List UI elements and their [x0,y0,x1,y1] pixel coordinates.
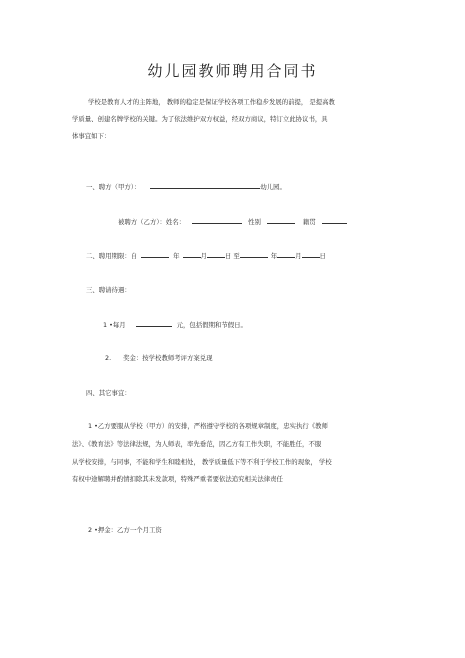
term-end-day-blank [302,251,320,258]
other-heading: 四、其它事宜： [86,389,131,397]
term-start-day-blank [207,251,225,258]
monthly-pay-blank [136,320,172,327]
pay-item-1 [103,320,247,329]
party-a-label: 一、聘方（甲方）： [86,183,141,191]
term-month-2: 月 [295,252,302,260]
other-2: 2 •押金：乙方一个月工资 [88,526,162,534]
party-a-suffix: 幼儿园。 [260,183,286,191]
party-a-blank [150,182,260,189]
party-b-line [118,217,347,226]
other-1-line-1: 1 •乙方要服从学校（甲方）的安排，严格遵守学校的各项规章制度，忠实执行《教师 [88,422,328,430]
intro-line-3: 体事宜如下： [72,132,111,140]
term-day-1: 日 至 [224,252,240,260]
party-a-line [86,182,286,191]
pay-item-1-suffix: 元，包括假期和节假日。 [176,321,247,329]
term-end-year-blank [240,251,268,258]
other-1-line-2: 法》、《教育法》等法律法规，为人师表，率先垂范，因乙方有工作失职，不能胜任，不服 [72,440,322,448]
intro-line-1: 学校是教育人才的主阵地， 教师的稳定是保证学校各项工作稳步发展的前提， 是提高教 [88,98,335,106]
other-1-line-4: 有权中途解聘并酌情扣除其未发款项，特殊严重者要依法追究相关法律责任 [72,475,283,483]
party-b-origin-blank [322,217,347,224]
party-b-gender-label: 性别 [248,218,261,226]
intro-line-2: 学质量、创建名牌学校的关键。为了依法维护双方权益，经双方商议，特订立此协议书，具 [72,115,328,123]
pay-heading: 三、聘请待遇： [86,286,131,294]
term-line [86,251,326,260]
term-year-1: 年 [173,252,180,260]
term-month-1: 月 [200,252,207,260]
document-title: 幼儿园教师聘用合同书 [147,62,318,80]
term-start-year-blank [141,251,169,258]
party-b-name-blank [192,217,242,224]
party-b-label: 被聘方（乙方）：姓名： [118,218,186,226]
pay-item-2 [105,354,213,362]
term-year-2: 年 [270,252,278,260]
pay-item-1-prefix: 1 •每月 [103,321,126,329]
term-day-2: 日 [319,252,326,260]
pay-item-2-number: 2. [105,354,112,362]
term-label: 二、聘用期限：自 [86,252,138,260]
term-start-month-blank [183,251,201,258]
term-end-month-blank [277,251,295,258]
pay-item-2-text: 奖金：按学校教师考评方案兑现 [123,354,213,362]
other-1-line-3: 从学校安排，与同事，不能和学生和睦相处， 教学质量低下等不利于学校工作的现象， 学校 [72,458,332,466]
party-b-gender-blank [267,217,295,224]
party-b-origin-label: 籍贯 [302,218,316,226]
